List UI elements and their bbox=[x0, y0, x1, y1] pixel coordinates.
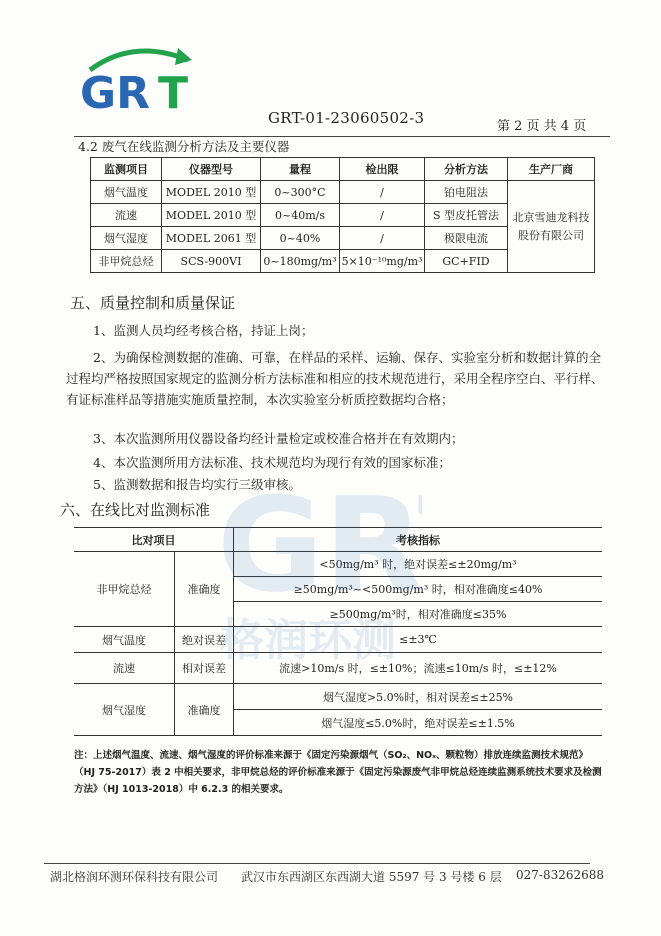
criterion: 烟气湿度≤5.0%时，绝对误差≤±1.5% bbox=[234, 710, 603, 736]
table-cell: 0~40m/s bbox=[261, 204, 340, 227]
criterion: ≥500mg/m³时，相对准确度≤35% bbox=[234, 602, 603, 627]
footer-divider bbox=[44, 863, 590, 864]
metric-name: 准确度 bbox=[175, 684, 234, 736]
criterion: ≥50mg/m³~<500mg/m³ 时，相对准确度≤40% bbox=[234, 577, 603, 602]
item-name: 非甲烷总烃 bbox=[74, 552, 175, 627]
footer-company: 湖北格润环测环保科技有限公司 bbox=[50, 870, 219, 884]
item-name: 烟气温度 bbox=[74, 627, 175, 653]
svg-text:T: T bbox=[158, 68, 189, 115]
instrument-table bbox=[90, 157, 595, 273]
column-header: 比对项目 bbox=[74, 528, 234, 552]
metric-name: 相对误差 bbox=[175, 653, 234, 684]
column-header: 生产厂商 bbox=[508, 158, 595, 181]
table-row bbox=[91, 181, 595, 204]
watermark-letters: GR bbox=[217, 469, 418, 621]
column-header: 分析方法 bbox=[425, 158, 508, 181]
column-header: 考核指标 bbox=[234, 528, 603, 552]
page-number: 第 2 页 共 4 页 bbox=[497, 119, 587, 134]
criterion: 流速>10m/s 时，≤±10%；流速≤10m/s 时，≤±12% bbox=[234, 653, 603, 684]
manufacturer-cell: 北京雪迪龙科技股份有限公司 bbox=[508, 181, 595, 273]
column-header: 量程 bbox=[261, 158, 340, 181]
table-cell: 烟气湿度 bbox=[91, 227, 162, 250]
table-cell: SCS-900VI bbox=[162, 250, 261, 273]
table-cell: GC+FID bbox=[425, 250, 508, 273]
section-5-title: 五、质量控制和质量保证 bbox=[70, 294, 236, 312]
watermark-text: 格润环测 bbox=[220, 615, 396, 666]
item-name: 流速 bbox=[74, 653, 175, 684]
table-cell: 非甲烷总烃 bbox=[91, 250, 162, 273]
table-cell: MODEL 2010 型 bbox=[162, 204, 261, 227]
table-note: 注：上述烟气温度、流速、烟气湿度的评价标准来源于《固定污染源烟气（SO₂、NOₓ、颗粒物）排放连续监测技术规范》（HJ 75-2017）表 2 中相关要求，非甲烷总烃的评价标准来源于《固定污染源废气非甲烷总烃连续监测系统技术要求及检测方法》（HJ 1013-2018）中 6.2.3 的相关要求。 bbox=[74, 750, 602, 795]
metric-name: 准确度 bbox=[175, 552, 234, 627]
table-row bbox=[74, 552, 602, 577]
table-cell: 0~40% bbox=[261, 227, 340, 250]
company-logo bbox=[78, 40, 203, 115]
table-row bbox=[74, 684, 602, 710]
qc-item-4: 4、本次监测所用方法标准、技术规范均为现行有效的国家标准； bbox=[93, 455, 451, 470]
criterion: <50mg/m³ 时，绝对误差≤±20mg/m³ bbox=[234, 552, 603, 577]
column-header: 仪器型号 bbox=[162, 158, 261, 181]
comparison-standard-table bbox=[74, 527, 602, 736]
table-header-row bbox=[74, 528, 602, 552]
qc-item-1: 1、监测人员均经考核合格，持证上岗； bbox=[93, 323, 314, 338]
table-row bbox=[74, 627, 602, 653]
item-name: 烟气湿度 bbox=[74, 684, 175, 736]
table-cell: / bbox=[340, 227, 425, 250]
column-header: 检出限 bbox=[340, 158, 425, 181]
table-cell: 0~180mg/m³ bbox=[261, 250, 340, 273]
report-number: GRT-01-23060502-3 bbox=[268, 109, 425, 127]
table-row bbox=[74, 653, 602, 684]
svg-text:GR: GR bbox=[80, 68, 150, 115]
table-header-row bbox=[91, 158, 595, 181]
section-6-title: 六、在线比对监测标准 bbox=[60, 501, 211, 519]
table-cell: 流速 bbox=[91, 204, 162, 227]
table-cell: S 型皮托管法 bbox=[425, 204, 508, 227]
qc-item-3: 3、本次监测所用仪器设备均经计量检定或校准合格并在有效期内； bbox=[93, 431, 464, 446]
table-cell: MODEL 2010 型 bbox=[162, 181, 261, 204]
section-4-2-title: 4.2 废气在线监测分析方法及主要仪器 bbox=[78, 139, 290, 154]
qc-item-5: 5、监测数据和报告均实行三级审核。 bbox=[93, 477, 301, 492]
criterion: ≤±3℃ bbox=[234, 627, 603, 653]
footer-phone: 027-83262688 bbox=[516, 868, 605, 882]
table-cell: MODEL 2061 型 bbox=[162, 227, 261, 250]
table-cell: 极限电流 bbox=[425, 227, 508, 250]
footer-address: 武汉市东西湖区东西湖大道 5597 号 3 号楼 6 层 bbox=[241, 870, 502, 884]
table-cell: 0~300°C bbox=[261, 181, 340, 204]
table-cell: / bbox=[340, 204, 425, 227]
criterion: 烟气湿度>5.0%时，相对误差≤±25% bbox=[234, 684, 603, 710]
table-cell: / bbox=[340, 181, 425, 204]
table-cell: 铂电阻法 bbox=[425, 181, 508, 204]
qc-item-2: 2、为确保检测数据的准确、可靠，在样品的采样、运输、保存、实验室分析和数据计算的全过程均严格按照国家规定的监测分析方法标准和相应的技术规范进行，采用全程序空白、平行样、有证标准样品等措施实施质量控制，本次实验室分析质控数据均合格； bbox=[66, 350, 604, 407]
table-cell: 烟气温度 bbox=[91, 181, 162, 204]
table-cell: 5×10⁻¹⁰mg/m³ bbox=[340, 250, 425, 273]
column-header: 监测项目 bbox=[91, 158, 162, 181]
metric-name: 绝对误差 bbox=[175, 627, 234, 653]
